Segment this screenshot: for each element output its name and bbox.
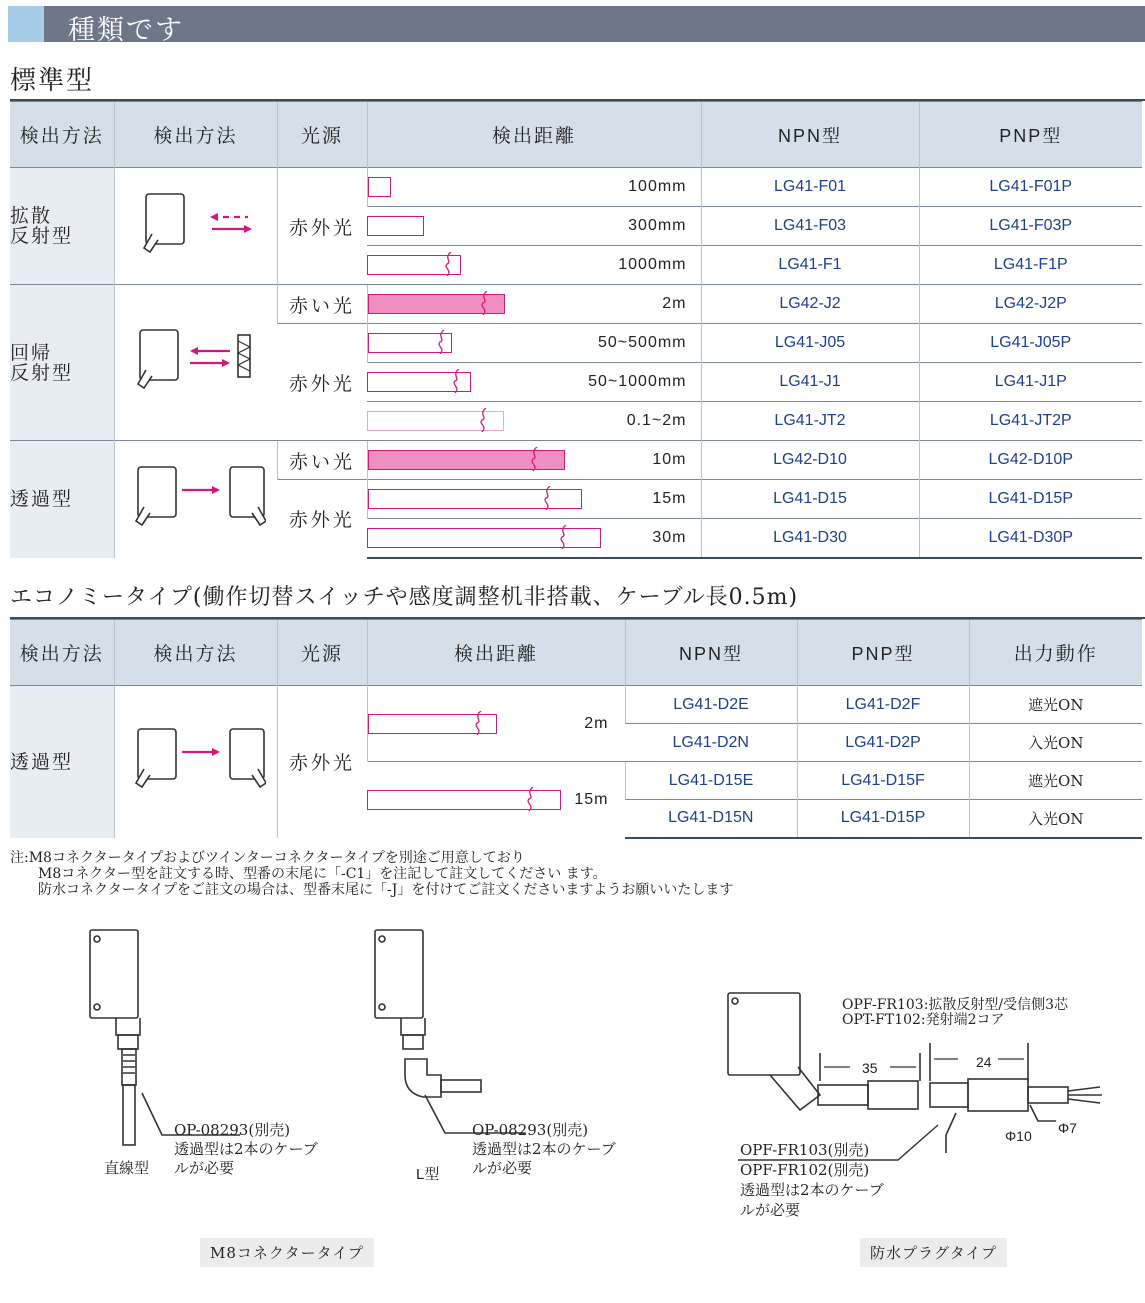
header-npn: NPN型 [625, 620, 797, 686]
distance-cell [367, 441, 701, 480]
pnp-model[interactable]: LG41-JT2P [919, 402, 1142, 441]
npn-model[interactable]: LG41-F01 [701, 168, 919, 207]
lshape-label: L型 [416, 1166, 440, 1183]
pnp-model[interactable]: LG41-D30P [919, 519, 1142, 558]
distance-cell [367, 285, 701, 324]
product-row [10, 441, 1142, 480]
straight-note2: ルが必要 [174, 1159, 235, 1177]
product-row [10, 168, 1142, 207]
npn-model[interactable]: LG41-D2E [625, 686, 797, 724]
distance-value: 0.1~2m [626, 412, 687, 429]
method-label: 透過型 [10, 686, 114, 838]
note-line: 防水コネクタータイプをご註文の場合は、型番末尾に「-J」を付けてご註文くださいますようお願いいたします [10, 882, 734, 898]
pnp-model[interactable]: LG41-J05P [919, 324, 1142, 363]
distance-cell [367, 168, 701, 207]
pnp-model[interactable]: LG41-J1P [919, 363, 1142, 402]
distance-bar [367, 372, 471, 392]
standard-title: 標準型 [10, 66, 95, 96]
waterproof-top2: OPT-FT102:発射端2コア [842, 1012, 1005, 1028]
through-beam-icon [114, 686, 277, 838]
npn-model[interactable]: LG42-D10 [701, 441, 919, 480]
distance-value: 30m [652, 528, 687, 546]
economy-table [10, 619, 1142, 839]
pnp-model[interactable]: LG42-J2P [919, 285, 1142, 324]
light-source: 赤外光 [277, 480, 367, 558]
retro-reflection-icon [114, 285, 277, 441]
npn-model[interactable]: LG41-F1 [701, 246, 919, 285]
dim-24: 24 [976, 1054, 992, 1070]
light-source: 赤い光 [277, 285, 367, 324]
distance-cell [367, 363, 701, 402]
distance-cell [367, 324, 701, 363]
lshape-part: OP-08293(別売) [472, 1121, 589, 1139]
standard-table [10, 101, 1142, 559]
light-source: 赤外光 [277, 168, 367, 285]
dim-35: 35 [862, 1060, 878, 1076]
waterproof-caption: 防水プラグタイプ [860, 1238, 1007, 1267]
output-mode: 遮光ON [969, 762, 1142, 800]
npn-model[interactable]: LG41-JT2 [701, 402, 919, 441]
distance-cell [367, 686, 625, 762]
distance-bar [367, 255, 461, 275]
distance-bar [368, 489, 582, 509]
waterproof-top1: OPF-FR103:拡散反射型/受信側3芯 [842, 997, 1069, 1013]
waterproof-note2: ルが必要 [740, 1201, 801, 1219]
output-mode: 入光ON [969, 724, 1142, 762]
light-source: 赤外光 [277, 324, 367, 441]
output-mode: 遮光ON [969, 686, 1142, 724]
waterproof-leader-line [738, 1120, 978, 1180]
straight-part: OP-08293(別売) [174, 1121, 291, 1139]
economy-title: エコノミータイプ(働作切替スイッチや感度調整机非搭載、ケーブル長0.5m) [10, 585, 799, 610]
waterproof-note1: 透過型は2本のケーブ [740, 1181, 884, 1199]
distance-value: 50~500mm [598, 334, 687, 351]
header-method: 検出方法 [10, 620, 114, 686]
dim-phi7: Φ7 [1058, 1120, 1077, 1136]
distance-bar [368, 177, 391, 197]
distance-value: 2m [662, 295, 687, 312]
straight-note1: 透過型は2本のケーブ [174, 1140, 318, 1158]
distance-cell [367, 207, 701, 246]
pnp-model[interactable]: LG41-F1P [919, 246, 1142, 285]
method-label: 拡散 反射型 [10, 168, 114, 285]
pnp-model[interactable]: LG41-D15P [919, 480, 1142, 519]
dim-phi10: Φ10 [1005, 1128, 1032, 1144]
method-label: 透過型 [10, 441, 114, 558]
distance-cell [367, 480, 701, 519]
npn-model[interactable]: LG41-D2N [625, 724, 797, 762]
npn-model[interactable]: LG41-J1 [701, 363, 919, 402]
distance-value: 300mm [628, 217, 687, 234]
distance-bar [368, 450, 565, 470]
distance-cell [367, 402, 701, 441]
header-light: 光源 [277, 102, 367, 168]
standard-header-row [10, 102, 1142, 168]
method-label: 回帰 反射型 [10, 285, 114, 441]
note-line: M8コネクター型を註文する時、型番の末尾に「-C1」を注記して註文してください ます。 [10, 866, 607, 882]
npn-model[interactable]: LG41-F03 [701, 207, 919, 246]
header-method-diagram: 検出方法 [114, 102, 277, 168]
distance-bar [368, 714, 497, 734]
distance-value: 2m [584, 714, 609, 732]
npn-model[interactable]: LG41-D15 [701, 480, 919, 519]
waterproof-part1: OPF-FR103(別売) [740, 1141, 870, 1159]
npn-model[interactable]: LG41-D30 [701, 519, 919, 558]
npn-model[interactable]: LG41-J05 [701, 324, 919, 363]
header-output: 出力動作 [969, 620, 1142, 686]
pnp-model[interactable]: LG41-D2P [797, 724, 969, 762]
npn-model[interactable]: LG41-D15N [625, 800, 797, 838]
straight-label: 直線型 [104, 1159, 150, 1177]
pnp-model[interactable]: LG41-D15F [797, 762, 969, 800]
output-mode: 入光ON [969, 800, 1142, 838]
light-source: 赤い光 [277, 441, 367, 480]
header-distance: 検出距離 [367, 620, 625, 686]
economy-header-row [10, 620, 1142, 686]
waterproof-part2: OPF-FR102(別売) [740, 1161, 870, 1179]
m8-caption: M8コネクタータイプ [200, 1238, 374, 1267]
light-source: 赤外光 [277, 686, 367, 838]
pnp-model[interactable]: LG41-D15P [797, 800, 969, 838]
header-pnp: PNP型 [919, 102, 1142, 168]
banner-title: 種類です [68, 15, 184, 46]
header-distance: 検出距離 [367, 102, 701, 168]
product-row [10, 285, 1142, 324]
banner-accent [8, 6, 44, 42]
distance-value: 10m [652, 451, 687, 468]
header-pnp: PNP型 [797, 620, 969, 686]
npn-model[interactable]: LG42-J2 [701, 285, 919, 324]
distance-cell [367, 762, 625, 838]
distance-bar [367, 790, 561, 810]
distance-cell [367, 519, 701, 558]
distance-cell [367, 246, 701, 285]
header-method-diagram: 検出方法 [114, 620, 277, 686]
header-npn: NPN型 [701, 102, 919, 168]
lshape-note2: ルが必要 [472, 1159, 533, 1177]
diffuse-reflection-icon [114, 168, 277, 285]
pnp-model[interactable]: LG41-F01P [919, 168, 1142, 207]
distance-value: 15m [652, 490, 687, 507]
notes [10, 850, 733, 898]
distance-bar [368, 294, 505, 314]
distance-value: 15m [574, 790, 609, 808]
distance-bar [367, 528, 601, 548]
distance-value: 50~1000mm [588, 373, 687, 390]
pnp-model[interactable]: LG41-F03P [919, 207, 1142, 246]
pnp-model[interactable]: LG42-D10P [919, 441, 1142, 480]
through-beam-icon [114, 441, 277, 558]
distance-bar [367, 411, 504, 431]
header-light: 光源 [277, 620, 367, 686]
section-banner [8, 6, 1145, 46]
product-row [10, 686, 1142, 724]
note-line: 注:M8コネクタータイプおよびツインターコネクタータイプを別途ご用意しており [10, 850, 525, 866]
header-method: 検出方法 [10, 102, 114, 168]
lshape-note1: 透過型は2本のケーブ [472, 1140, 616, 1158]
distance-value: 1000mm [618, 256, 687, 273]
npn-model[interactable]: LG41-D15E [625, 762, 797, 800]
distance-bar [367, 216, 424, 236]
distance-value: 100mm [628, 178, 687, 195]
pnp-model[interactable]: LG41-D2F [797, 686, 969, 724]
distance-bar [368, 333, 452, 353]
